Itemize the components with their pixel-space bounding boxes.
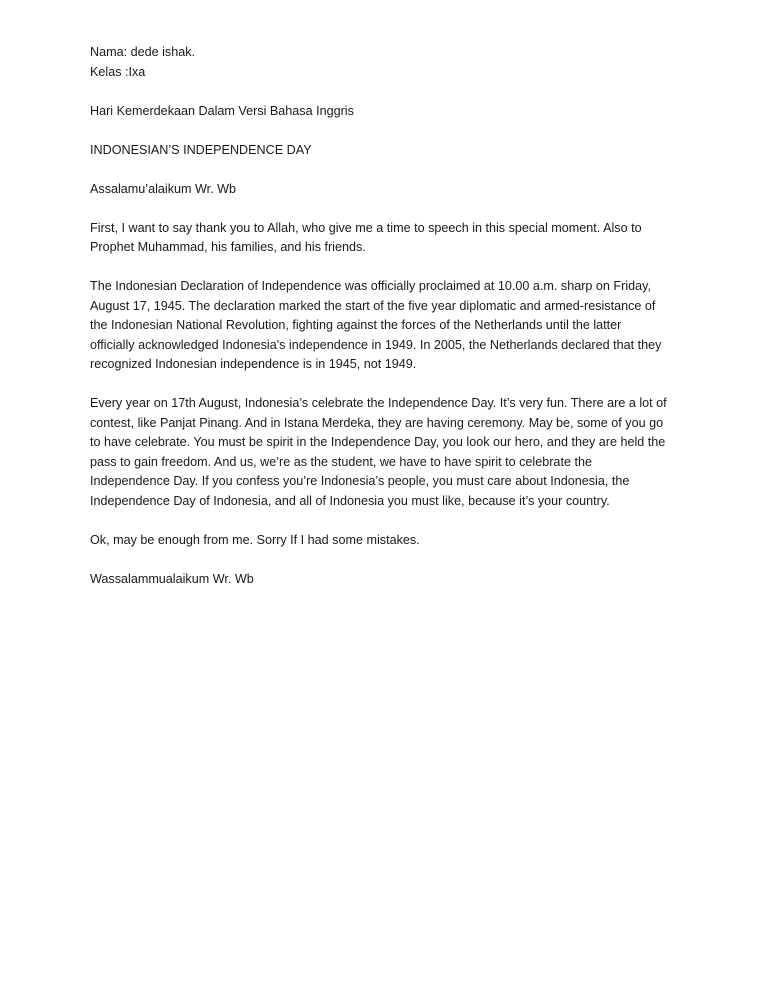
document-subtitle [90,102,680,122]
paragraph-line: pass to gain freedom. And us, we’re as the student, we have to have spirit to celebrate the [90,454,592,469]
paragraph-celebration [90,394,680,511]
paragraph-history [90,277,680,375]
greeting [90,180,680,200]
paragraph-line: officially acknowledged Indonesia's independence in 1949. In 2005, the Netherlands declared that they [90,337,662,352]
title-text: INDONESIAN’S INDEPENDENCE DAY [90,142,312,157]
paragraph-line: recognized Indonesian independence is in 1945, not 1949. [90,357,417,371]
paragraph-line: Independence Day. If you confess you’re Indonesia’s people, you must care about Indonesia, the [90,474,630,488]
header-block [90,43,680,82]
paragraph-ending [90,531,680,551]
paragraph-line: contest, like Panjat Pinang. And in Istana Merdeka, they are having ceremony. May be, some of you go [90,415,664,430]
paragraph-line: Every year on 17th August, Indonesia’s celebrate the Independence Day. It’s very fun. There are a lot of [90,396,667,410]
paragraph-line: August 17, 1945. The declaration marked the start of the five year diplomatic and armed-resistance of [90,298,656,313]
greeting-text: Assalamu’alaikum Wr. Wb [90,181,237,196]
paragraph-line: The Indonesian Declaration of Independence was officially proclaimed at 10.00 a.m. sharp on Friday, [90,279,651,293]
closing-text: Wassalammualaikum Wr. Wb [90,571,254,586]
paragraph-line: Ok, may be enough from me. Sorry If I had some mistakes. [90,532,420,547]
subtitle-text: Hari Kemerdekaan Dalam Versi Bahasa Inggris [90,103,354,118]
document-page [90,43,680,609]
document-title [90,141,680,161]
paragraph-line: to have celebrate. You must be spirit in the Independence Day, you look our hero, and they are held the [90,435,666,449]
student-class: Kelas :Ixa [90,64,146,79]
paragraph-line: Prophet Muhammad, his families, and his friends. [90,240,366,254]
paragraph-line: the Indonesian National Revolution, fighting against the forces of the Netherlands until the latter [90,318,622,332]
closing [90,570,680,590]
student-name: Nama: dede ishak. [90,45,196,59]
paragraph-line: Independence Day of Indonesia, and all of Indonesia you must like, because it’s your country. [90,493,610,508]
paragraph-opening [90,219,680,258]
paragraph-line: First, I want to say thank you to Allah, who give me a time to speech in this special moment. Also to [90,220,642,235]
